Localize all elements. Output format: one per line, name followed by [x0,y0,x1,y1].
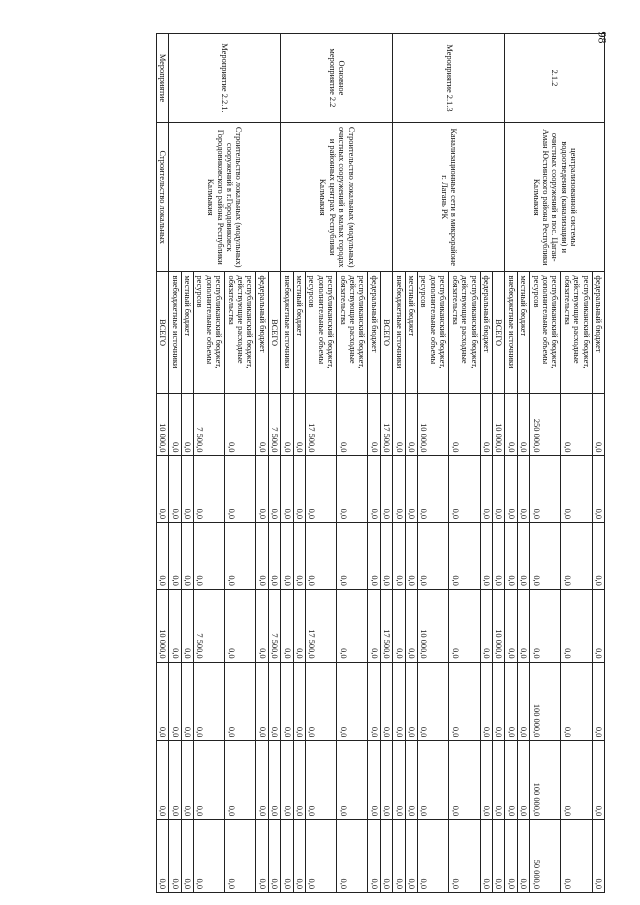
value-cell: 0,0 [418,456,449,523]
value-cell: 10 000,0 [156,589,168,662]
value-cell: 0,0 [256,820,268,893]
value-cell: 7 500,0 [193,589,224,662]
funding-source-cell: ВСЕГО [492,272,504,393]
value-cell: 0,0 [561,741,592,820]
value-cell: 0,0 [517,456,529,523]
value-cell: 0,0 [492,662,504,741]
table-row [268,34,280,893]
table-row [592,34,604,893]
value-cell: 0,0 [368,820,380,893]
value-cell: 0,0 [393,820,405,893]
value-cell: 0,0 [505,662,517,741]
funding-source-cell: федеральный бюджет [256,272,268,393]
value-cell: 0,0 [561,589,592,662]
value-cell: 0,0 [505,589,517,662]
value-cell: 0,0 [517,662,529,741]
value-cell: 0,0 [281,393,293,456]
value-cell: 0,0 [293,523,305,590]
value-cell: 10 000,0 [492,393,504,456]
value-cell: 0,0 [561,456,592,523]
funding-source-cell: внебюджетные источники [169,272,181,393]
value-cell: 0,0 [505,393,517,456]
value-cell: 0,0 [449,820,480,893]
value-cell: 0,0 [393,393,405,456]
value-cell: 0,0 [368,456,380,523]
value-cell: 0,0 [256,662,268,741]
value-cell: 0,0 [256,456,268,523]
value-cell: 0,0 [306,456,337,523]
value-cell: 0,0 [380,456,392,523]
value-cell: 0,0 [561,820,592,893]
table-row [156,34,168,893]
value-cell: 0,0 [480,393,492,456]
value-cell: 0,0 [193,456,224,523]
value-cell: 0,0 [592,589,604,662]
section-name-cell: Строительство локальных (модульных) сооружений в г.Городовиковск Городовиковского района Республики Калмыкия [169,122,281,272]
value-cell: 0,0 [368,393,380,456]
funding-source-cell: республиканский бюджет, дополнительные объемы ресурсов [193,272,224,393]
value-cell: 0,0 [181,393,193,456]
value-cell: 0,0 [181,456,193,523]
section-name-cell: централизованной системы водоотведения (канализации) и очистных сооружений в пос. Цаган-Аман Юстинского района Республики Калмыкия [505,122,605,272]
value-cell: 0,0 [225,820,256,893]
value-cell: 0,0 [368,662,380,741]
value-cell: 0,0 [181,662,193,741]
value-cell: 0,0 [517,741,529,820]
value-cell: 0,0 [505,820,517,893]
value-cell: 0,0 [405,589,417,662]
value-cell: 0,0 [193,820,224,893]
value-cell: 0,0 [592,456,604,523]
value-cell: 0,0 [225,741,256,820]
value-cell: 0,0 [380,820,392,893]
value-cell: 0,0 [480,662,492,741]
value-cell: 0,0 [225,456,256,523]
value-cell: 0,0 [418,820,449,893]
value-cell: 0,0 [193,523,224,590]
funding-source-cell: местный бюджет [405,272,417,393]
value-cell: 0,0 [268,741,280,820]
value-cell: 0,0 [256,741,268,820]
page-number: 98 [595,31,610,44]
table-row [492,34,504,893]
section-id-cell: 2.1.2 [505,34,605,123]
value-cell: 10 000,0 [492,589,504,662]
value-cell: 0,0 [492,456,504,523]
value-cell: 17 500,0 [306,393,337,456]
value-cell: 0,0 [393,662,405,741]
value-cell: 0,0 [293,741,305,820]
budget-table-wrapper [35,33,605,893]
value-cell: 100 000,0 [530,741,561,820]
value-cell: 0,0 [181,741,193,820]
funding-source-cell: ВСЕГО [156,272,168,393]
value-cell: 10 000,0 [418,589,449,662]
value-cell: 0,0 [592,741,604,820]
value-cell: 0,0 [418,662,449,741]
value-cell: 0,0 [281,741,293,820]
value-cell: 0,0 [337,741,368,820]
value-cell: 0,0 [225,662,256,741]
value-cell: 0,0 [225,523,256,590]
funding-source-cell: внебюджетные источники [393,272,405,393]
value-cell: 0,0 [517,589,529,662]
funding-source-cell: внебюджетные источники [505,272,517,393]
value-cell: 0,0 [169,820,181,893]
value-cell: 0,0 [530,456,561,523]
value-cell: 0,0 [449,456,480,523]
value-cell: 0,0 [268,523,280,590]
value-cell: 0,0 [517,393,529,456]
value-cell: 0,0 [337,393,368,456]
value-cell: 0,0 [156,456,168,523]
value-cell: 0,0 [418,523,449,590]
value-cell: 0,0 [181,589,193,662]
value-cell: 0,0 [256,393,268,456]
funding-source-cell: республиканский бюджет, действующие расходные обязательства [561,272,592,393]
funding-source-cell: республиканский бюджет, действующие расходные обязательства [225,272,256,393]
value-cell: 0,0 [193,741,224,820]
value-cell: 0,0 [492,523,504,590]
value-cell: 50 000,0 [530,820,561,893]
value-cell: 0,0 [169,393,181,456]
value-cell: 0,0 [337,820,368,893]
value-cell: 0,0 [281,523,293,590]
value-cell: 10 000,0 [156,393,168,456]
value-cell: 0,0 [592,393,604,456]
value-cell: 0,0 [449,393,480,456]
value-cell: 0,0 [368,589,380,662]
value-cell: 0,0 [293,589,305,662]
value-cell: 7 500,0 [268,393,280,456]
funding-source-cell: местный бюджет [293,272,305,393]
value-cell: 0,0 [268,820,280,893]
value-cell: 0,0 [405,741,417,820]
value-cell: 0,0 [380,523,392,590]
value-cell: 0,0 [368,523,380,590]
section-id-cell: Мероприятие 2.2.1. [169,34,281,123]
funding-source-cell: республиканский бюджет, действующие расходные обязательства [449,272,480,393]
value-cell: 0,0 [306,662,337,741]
value-cell: 0,0 [337,589,368,662]
value-cell: 7 500,0 [193,393,224,456]
value-cell: 0,0 [480,589,492,662]
value-cell: 0,0 [256,523,268,590]
funding-source-cell: ВСЕГО [380,272,392,393]
value-cell: 0,0 [337,662,368,741]
value-cell: 0,0 [268,456,280,523]
value-cell: 0,0 [449,589,480,662]
value-cell: 0,0 [193,662,224,741]
value-cell: 0,0 [293,456,305,523]
funding-source-cell: местный бюджет [517,272,529,393]
value-cell: 0,0 [156,662,168,741]
section-name-cell: Канализационные сети в микрорайоне г. Лагань РК [393,122,505,272]
funding-source-cell: федеральный бюджет [480,272,492,393]
value-cell: 0,0 [492,820,504,893]
value-cell: 0,0 [561,393,592,456]
funding-source-cell: внебюджетные источники [281,272,293,393]
funding-source-cell: республиканский бюджет, дополнительные объемы ресурсов [530,272,561,393]
value-cell: 0,0 [592,820,604,893]
value-cell: 0,0 [480,820,492,893]
value-cell: 0,0 [156,523,168,590]
value-cell: 0,0 [169,589,181,662]
value-cell: 0,0 [306,523,337,590]
funding-source-cell: федеральный бюджет [592,272,604,393]
value-cell: 0,0 [337,523,368,590]
value-cell: 0,0 [592,662,604,741]
value-cell: 0,0 [380,662,392,741]
value-cell: 0,0 [225,393,256,456]
value-cell: 0,0 [480,523,492,590]
value-cell: 0,0 [393,523,405,590]
value-cell: 0,0 [393,741,405,820]
table-row [380,34,392,893]
value-cell: 0,0 [449,662,480,741]
value-cell: 0,0 [592,523,604,590]
value-cell: 0,0 [405,523,417,590]
value-cell: 0,0 [306,741,337,820]
value-cell: 250 000,0 [530,393,561,456]
value-cell: 0,0 [169,456,181,523]
value-cell: 0,0 [156,741,168,820]
value-cell: 0,0 [293,662,305,741]
value-cell: 17 500,0 [380,589,392,662]
funding-source-cell: республиканский бюджет, дополнительные объемы ресурсов [418,272,449,393]
value-cell: 0,0 [530,589,561,662]
funding-source-cell: ВСЕГО [268,272,280,393]
value-cell: 0,0 [306,820,337,893]
section-id-cell: Мероприятие 2.1.3 [393,34,505,123]
value-cell: 0,0 [561,662,592,741]
value-cell: 0,0 [505,741,517,820]
value-cell: 0,0 [225,589,256,662]
value-cell: 0,0 [293,393,305,456]
value-cell: 0,0 [281,662,293,741]
value-cell: 0,0 [517,523,529,590]
funding-source-cell: местный бюджет [181,272,193,393]
value-cell: 0,0 [281,456,293,523]
value-cell: 0,0 [337,456,368,523]
value-cell: 0,0 [480,741,492,820]
value-cell: 0,0 [449,523,480,590]
value-cell: 0,0 [293,820,305,893]
value-cell: 0,0 [480,456,492,523]
value-cell: 0,0 [405,662,417,741]
value-cell: 0,0 [505,523,517,590]
section-id-cell: Основное мероприятие 2.2 [281,34,393,123]
value-cell: 0,0 [169,741,181,820]
section-name-cell: Строительство локальных (модульных) очистных сооружений в малых городах и районных центрах Республики Калмыкия [281,122,393,272]
value-cell: 0,0 [268,662,280,741]
budget-table [156,33,605,893]
value-cell: 0,0 [380,741,392,820]
value-cell: 0,0 [281,589,293,662]
value-cell: 0,0 [505,456,517,523]
value-cell: 0,0 [393,456,405,523]
value-cell: 0,0 [181,820,193,893]
value-cell: 7 500,0 [268,589,280,662]
value-cell: 0,0 [281,820,293,893]
value-cell: 0,0 [561,523,592,590]
value-cell: 0,0 [256,589,268,662]
funding-source-cell: республиканский бюджет, дополнительные объемы ресурсов [306,272,337,393]
value-cell: 0,0 [530,523,561,590]
value-cell: 0,0 [181,523,193,590]
section-name-cell: Строительство локальных [156,122,168,272]
value-cell: 0,0 [418,741,449,820]
value-cell: 10 000,0 [418,393,449,456]
value-cell: 0,0 [405,820,417,893]
value-cell: 0,0 [368,741,380,820]
value-cell: 0,0 [449,741,480,820]
value-cell: 0,0 [393,589,405,662]
section-id-cell: Мероприятие [156,34,168,123]
value-cell: 0,0 [492,741,504,820]
value-cell: 0,0 [156,820,168,893]
funding-source-cell: республиканский бюджет, действующие расходные обязательства [337,272,368,393]
value-cell: 100 000,0 [530,662,561,741]
value-cell: 0,0 [517,820,529,893]
funding-source-cell: федеральный бюджет [368,272,380,393]
value-cell: 0,0 [169,523,181,590]
value-cell: 0,0 [405,393,417,456]
table-body [156,34,604,893]
value-cell: 17 500,0 [306,589,337,662]
value-cell: 17 500,0 [380,393,392,456]
value-cell: 0,0 [405,456,417,523]
value-cell: 0,0 [169,662,181,741]
